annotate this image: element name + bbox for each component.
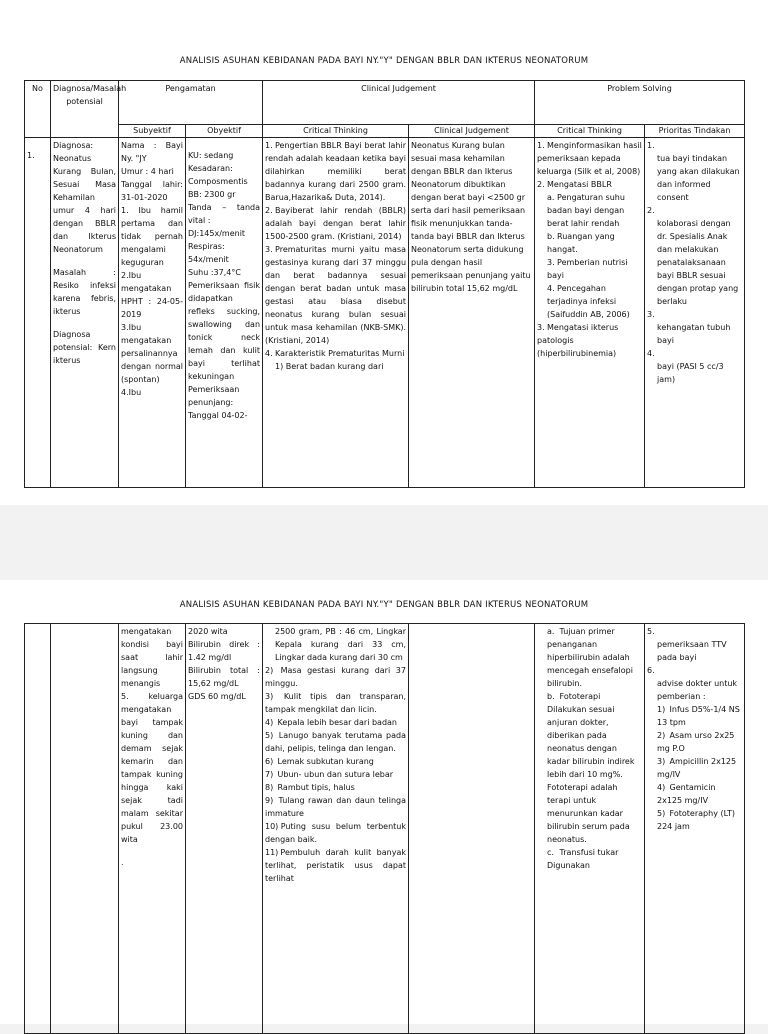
med-item: 5) Fototeraphy (LT) 224 jam [657, 809, 735, 831]
diagnosa-cell [51, 138, 119, 488]
ct-item: 4. Karakteristik Prematuritas Murni [265, 349, 405, 358]
ps-reference: (Saifuddin AB, 2006) [547, 310, 630, 319]
header-problem-solving: Problem Solving [535, 81, 745, 125]
ct-item: 11) Pembuluh darah kulit banyak terlihat, peristatik usus dapat terlihat [265, 848, 406, 883]
obyektif-cell-cont [186, 624, 263, 1034]
obyektif-line: Tanggal 04-02- [188, 411, 248, 420]
row-number-text: 1. [27, 151, 35, 160]
obyektif-line: Suhu :37,4°C [188, 268, 241, 277]
prioritas-item: 5. pemeriksaan TTV pada bayi [647, 627, 727, 662]
header-diagnosa: Diagnosa/Masalah potensial [51, 81, 119, 138]
prioritas-item: 4. bayi (PASI 5 cc/3 jam) [647, 349, 724, 384]
med-item: 2) Asam urso 2x25 mg P.O [657, 731, 735, 753]
page-1 [0, 0, 768, 505]
ps-item: 1. Menginformasikan hasil pemeriksaan kepada keluarga (Silk et al, 2008) [537, 141, 642, 176]
ct-item: 3. Prematuritas murni yaitu masa gestasinya kurang dari 37 minggu dan berat badannya sesuai dengan berat badan untuk masa gestasi atau biasa disebut neonatus kurang bulan sesuai untuk masa kehamilan (NKB-SMK). (Kristiani, 2014) [265, 245, 407, 345]
subyektif-cell [119, 138, 186, 488]
ct-item: 3) Kulit tipis dan transparan, tampak mengkilat dan licin. [265, 692, 407, 714]
subyektif-line: 1. Ibu hamil pertama dan tidak pernah mengalami keguguran [121, 206, 183, 267]
med-item: 3) Ampicillin 2x125 mg/IV [657, 757, 737, 779]
ps-subitem: 4. Pencegahan terjadinya infeksi [547, 284, 617, 306]
subyektif-line: 2.Ibu mengatakan HPHT : 24-05-2019 [121, 271, 183, 319]
critical-thinking-cell-cont [263, 624, 409, 1034]
subyektif-line: . [121, 858, 124, 867]
critical-thinking-cell [263, 138, 409, 488]
ps-item: 2. Mengatasi BBLR [537, 180, 612, 189]
ps-subitem: c. Transfusi tukar Digunakan [547, 848, 619, 870]
ct-item: 5) Lanugo banyak terutama pada dahi, pelipis, telinga dan lengan. [265, 731, 406, 753]
ct-item: 4) Kepala lebih besar dari badan [265, 718, 397, 727]
prioritas-cell [645, 138, 745, 488]
obyektif-line: Respiras: 54x/menit [188, 242, 229, 264]
ct-continuation: 2500 gram, PB : 46 cm, Lingkar Kepala kurang dari 33 cm, Lingkar dada kurang dari 30 cm [275, 627, 406, 662]
ps-subitem: b. Fototerapi Dilakukan sesuai anjuran dokter, diberikan pada neonatus dengan kadar bilirubin indirek lebih dari 10 mg%. Fototerapi adalah terapi untuk menurunkan kadar bilirubin serum pada neonatus. [547, 692, 635, 844]
subyektif-line: 4.Ibu [121, 388, 142, 397]
diagnosa-text: Neonatus Kurang Bulan, Sesuai Masa Kehamilan umur 4 hari dengan BBLR dan Ikterus Neonatorum [53, 154, 116, 254]
obyektif-line: GDS 60 mg/dL [188, 692, 246, 701]
ps-critical-thinking-cell-cont [535, 624, 645, 1034]
prioritas-item: 6. advise dokter untuk pemberian : [647, 666, 738, 701]
ps-item: 3. Mengatasi ikterus patologis (hiperbilirubinemia) [537, 323, 619, 358]
ps-subitem: a. Tujuan primer penanganan hiperbilirubin adalah mencegah ensefalopi bilirubin. [547, 627, 633, 688]
header-no: No [25, 81, 51, 138]
header-critical-thinking-ps: Critical Thinking [535, 125, 645, 138]
subyektif-line: Nama : Bayi Ny. "JY [121, 141, 183, 163]
obyektif-line: DJ:145x/menit [188, 229, 246, 238]
ct-item: 2. Bayiberat lahir rendah (BBLR) adalah bayi dengan berat lahir 1500-2500 gram. (Kristiani, 2014) [265, 206, 407, 241]
diagnosa-potensial-text: Diagnosa potensial: Kern ikterus [53, 330, 116, 365]
header-clinical-judgement-sub: Clinical Judgement [409, 125, 535, 138]
analysis-table-2 [24, 623, 745, 1034]
analysis-table-1 [24, 80, 745, 488]
clinical-judgement-cell-cont [409, 624, 535, 1034]
prioritas-item: 2. kolaborasi dengan dr. Spesialis Anak dan melakukan penatalaksanaan bayi BBLR sesuai dengan protap yang berlaku [647, 206, 739, 306]
subyektif-line: mengatakan kondisi bayi saat lahir langsung menangis [121, 627, 183, 688]
obyektif-line: Bilirubin total : 15,62 mg/dL [188, 666, 260, 688]
subyektif-cell-cont [119, 624, 186, 1034]
prioritas-item: 1. tua bayi tindakan yang akan dilakukan dan informed consent [647, 141, 740, 202]
document-title-2: ANALISIS ASUHAN KEBIDANAN PADA BAYI NY."Y" DENGAN BBLR DAN IKTERUS NEONATORUM [179, 600, 589, 610]
obyektif-line: Kesadaran: Composmentis [188, 164, 248, 186]
prioritas-item: 3. kehangatan tubuh bayi [647, 310, 731, 345]
header-clinical-judgement: Clinical Judgement [263, 81, 535, 125]
ct-item: 1. Pengertian BBLR Bayi berat lahir rendah adalah keadaan ketika bayi dilahirkan memiliki berat badannya kurang dari 2500 gram. Barua,Hazarika& Duta, 2014). [265, 141, 407, 202]
header-obyektif: Obyektif [186, 125, 263, 138]
header-pengamatan: Pengamatan [119, 81, 263, 125]
clinical-judgement-cell: Neonatus Kurang bulan sesuai masa kehamilan dengan BBLR dan Ikterus Neonatorum dibuktikan dengan berat bayi <2500 gr serta dari hasil pemeriksaan fisik menunjukkan tanda-tanda bayi BBLR dan Ikterus Neonatorum serta didukung pula dengan hasil pemeriksaan penunjang yaitu bilirubin total 15,62 mg/dL [409, 138, 535, 488]
ct-item: 2) Masa gestasi kurang dari 37 minggu. [265, 666, 406, 688]
med-item: 1) Infus D5%-1/4 NS 13 tpm [657, 705, 740, 727]
med-item: 4) Gentamicin 2x125 mg/IV [657, 783, 716, 805]
obyektif-line: Pemeriksaan penunjang: [188, 385, 240, 407]
obyektif-line: BB: 2300 gr [188, 190, 236, 199]
diagnosa-cell-cont [51, 624, 119, 1034]
ct-item: 10) Puting susu belum terbentuk dengan baik. [265, 822, 406, 844]
ps-subitem: 3. Pemberian nutrisi bayi [547, 258, 628, 280]
obyektif-line: KU: sedang [188, 151, 234, 160]
ps-critical-thinking-cell [535, 138, 645, 488]
ct-item: 9) Tulang rawan dan daun telinga immature [265, 796, 406, 818]
masalah-text: Masalah : Resiko infeksi karena febris, ikterus [53, 268, 116, 316]
header-subyektif: Subyektif [119, 125, 186, 138]
obyektif-cell [186, 138, 263, 488]
header-prioritas: Prioritas Tindakan [645, 125, 745, 138]
obyektif-line: Bilirubin direk : 1.42 mg/dl [188, 640, 260, 662]
row-number-cont [25, 624, 51, 1034]
ct-subitem: 1) Berat badan kurang dari [275, 362, 384, 371]
ps-subitem: b. Ruangan yang hangat. [547, 232, 615, 254]
ps-subitem: a. Pengaturan suhu badan bayi dengan berat lahir rendah [547, 193, 625, 228]
ct-item: 6) Lemak subkutan kurang [265, 757, 374, 766]
subyektif-line: 5. keluarga mengatakan bayi tampak kuning dan demam sejak kemarin dan tampak kuning hingga kaki sejak tadi malam sekitar pukul 23.00 wita [121, 692, 183, 844]
obyektif-line: 2020 wita [188, 627, 228, 636]
header-critical-thinking: Critical Thinking [263, 125, 409, 138]
obyektif-line: Tanda – tanda vital : [188, 203, 261, 225]
ct-item: 8) Rambut tipis, halus [265, 783, 355, 792]
obyektif-line: Pemeriksaan fisik didapatkan refleks sucking, swallowing dan tonick neck lemah dan kulit bayi terlihat kekuningan [188, 281, 261, 381]
subyektif-line: Umur : 4 hari [121, 167, 174, 176]
subyektif-line: 3.Ibu mengatakan persalinannya dengan normal (spontan) [121, 323, 183, 384]
ct-item: 7) Ubun- ubun dan sutura lebar [265, 770, 394, 779]
row-number [25, 138, 51, 488]
prioritas-cell-cont [645, 624, 745, 1034]
diagnosa-label: Diagnosa: [53, 141, 94, 150]
document-title: ANALISIS ASUHAN KEBIDANAN PADA BAYI NY."Y" DENGAN BBLR DAN IKTERUS NEONATORUM [179, 56, 589, 66]
subyektif-line: Tanggal lahir: 31-01-2020 [121, 180, 183, 202]
